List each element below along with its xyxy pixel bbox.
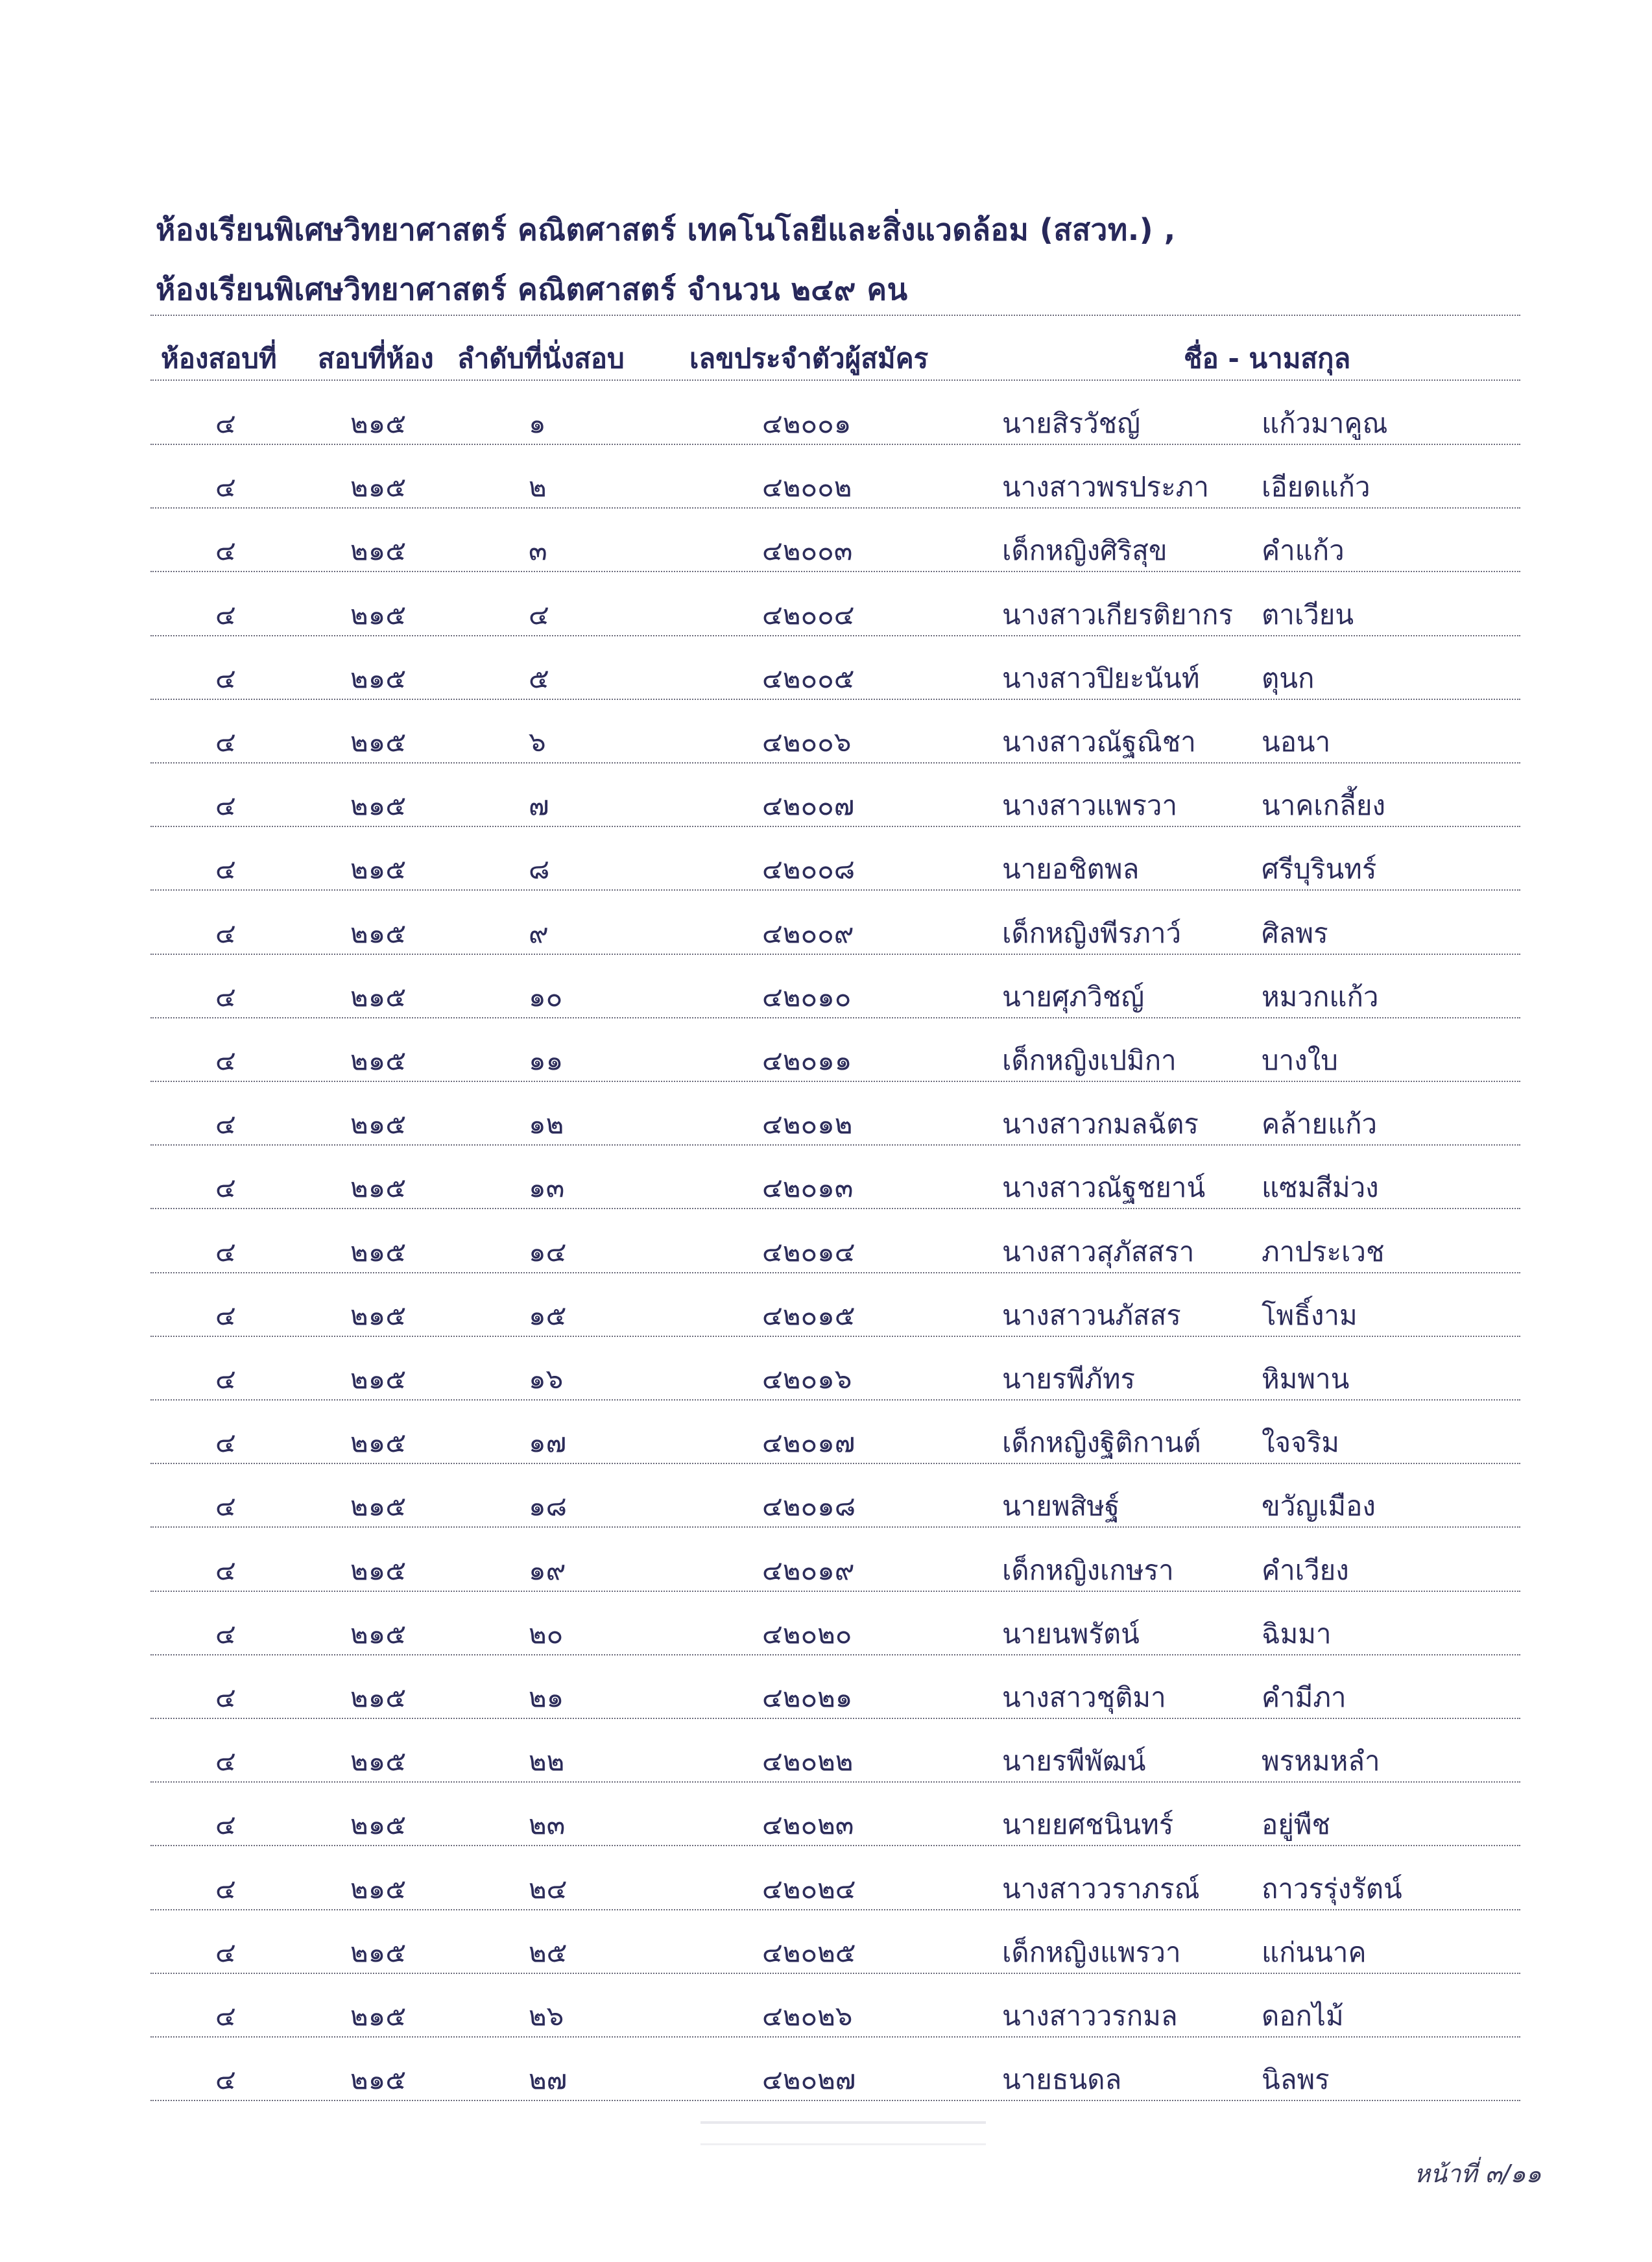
cell-first-name: นายพสิษฐ์ [1002,1490,1120,1522]
table-row [0,835,1652,898]
cell-room: ๔ [215,535,236,567]
cell-room: ๔ [215,1044,236,1076]
cell-room: ๔ [215,1235,236,1268]
table-row [0,1855,1652,1918]
cell-room: ๔ [215,980,236,1013]
cell-last-name: ศรีบุรินทร์ [1262,853,1377,885]
row-divider [150,1272,1520,1273]
cell-exam-room: ๒๑๕ [350,1235,407,1268]
cell-room: ๔ [215,1617,236,1650]
row-divider [150,1718,1520,1719]
table-row [0,899,1652,963]
cell-applicant-id: ๔๒๐๑๒ [762,1108,853,1140]
cell-exam-room: ๒๑๕ [350,1044,407,1076]
row-divider [150,1208,1520,1209]
row-divider [150,1909,1520,1910]
cell-first-name: นางสาวชุติมา [1002,1681,1166,1713]
cell-room: ๔ [215,1554,236,1586]
cell-room: ๔ [215,598,236,631]
cell-applicant-id: ๔๒๐๒๗ [762,2063,856,2096]
table-row [0,453,1652,516]
cell-last-name: ใจจริม [1262,1426,1339,1459]
row-divider [150,1463,1520,1464]
header-exam-room: สอบที่ห้อง [318,343,434,374]
cell-first-name: นางสาววรกมล [1002,2000,1178,2032]
cell-exam-room: ๒๑๕ [350,1299,407,1331]
cell-room: ๔ [215,1809,236,1841]
cell-last-name: พรหมหลำ [1262,1745,1380,1777]
cell-room: ๔ [215,1490,236,1522]
cell-first-name: นายอชิตพล [1002,853,1140,885]
cell-seat: ๑๖ [529,1363,564,1395]
page-title-line-1: ห้องเรียนพิเศษวิทยาศาสตร์ คณิตศาสตร์ เทคโนโลยีและสิ่งแวดล้อม (สสวท.) , [156,212,1176,247]
cell-first-name: นางสาวณัฐณิชา [1002,726,1196,758]
faint-bleed-through-mark [700,2121,986,2145]
cell-applicant-id: ๔๒๐๑๘ [762,1490,856,1522]
cell-applicant-id: ๔๒๐๐๘ [762,853,856,885]
cell-last-name: คำแก้ว [1262,535,1345,567]
cell-seat: ๒๗ [529,2063,568,2096]
cell-applicant-id: ๔๒๐๑๗ [762,1426,856,1459]
cell-applicant-id: ๔๒๐๐๗ [762,789,855,822]
cell-seat: ๒๔ [529,1872,568,1905]
table-row [0,581,1652,644]
cell-exam-room: ๒๑๕ [350,1872,407,1905]
table-row [0,2045,1652,2109]
cell-first-name: นางสาวเกียรติยากร [1002,598,1234,631]
row-divider [150,571,1520,572]
cell-seat: ๑๙ [529,1554,566,1586]
cell-first-name: เด็กหญิงเกษรา [1002,1554,1174,1586]
cell-seat: ๖ [529,726,546,758]
cell-applicant-id: ๔๒๐๑๓ [762,1172,854,1204]
cell-room: ๔ [215,2000,236,2032]
cell-exam-room: ๒๑๕ [350,1809,407,1841]
cell-exam-room: ๒๑๕ [350,535,407,567]
cell-last-name: แซมสีม่วง [1262,1172,1379,1204]
cell-room: ๔ [215,1363,236,1395]
table-row [0,1153,1652,1217]
cell-applicant-id: ๔๒๐๑๕ [762,1299,856,1331]
cell-applicant-id: ๔๒๐๒๖ [762,2000,853,2032]
cell-first-name: นายรพีพัฒน์ [1002,1745,1146,1777]
cell-last-name: โพธิ์งาม [1262,1299,1358,1331]
cell-seat: ๒๒ [529,1745,565,1777]
cell-first-name: นายธนดล [1002,2063,1122,2096]
table-row [0,963,1652,1026]
cell-room: ๔ [215,853,236,885]
cell-exam-room: ๒๑๕ [350,853,407,885]
cell-room: ๔ [215,917,236,949]
cell-seat: ๗ [529,789,549,822]
row-divider [150,1399,1520,1401]
header-name: ชื่อ - นามสกุล [1184,343,1351,374]
row-divider [150,635,1520,636]
cell-applicant-id: ๔๒๐๐๓ [762,535,853,567]
row-divider [150,1654,1520,1655]
cell-room: ๔ [215,726,236,758]
cell-room: ๔ [215,471,236,503]
cell-first-name: เด็กหญิงศิริสุข [1002,535,1167,567]
table-row [0,516,1652,580]
cell-exam-room: ๒๑๕ [350,471,407,503]
cell-seat: ๑๑ [529,1044,564,1076]
row-divider [150,1973,1520,1974]
table-row [0,1408,1652,1472]
cell-exam-room: ๒๑๕ [350,1745,407,1777]
cell-exam-room: ๒๑๕ [350,1681,407,1713]
cell-seat: ๙ [529,917,549,949]
cell-last-name: ตุนก [1262,662,1315,694]
cell-last-name: ฉิมมา [1262,1617,1332,1650]
page-title-line-2: ห้องเรียนพิเศษวิทยาศาสตร์ คณิตศาสตร์ จำนวน ๒๔๙ คน [156,272,908,307]
cell-seat: ๑๘ [529,1490,568,1522]
header-bottom-divider [150,379,1520,381]
cell-first-name: นางสาวณัฐชยาน์ [1002,1172,1206,1204]
cell-exam-room: ๒๑๕ [350,662,407,694]
cell-seat: ๘ [529,853,550,885]
cell-room: ๔ [215,662,236,694]
cell-exam-room: ๒๑๕ [350,1554,407,1586]
cell-room: ๔ [215,2063,236,2096]
cell-seat: ๑๐ [529,980,563,1013]
cell-first-name: นางสาววราภรณ์ [1002,1872,1200,1905]
cell-exam-room: ๒๑๕ [350,726,407,758]
cell-room: ๔ [215,1872,236,1905]
cell-seat: ๒ [529,471,547,503]
cell-last-name: คำมีภา [1262,1681,1347,1713]
cell-seat: ๓ [529,535,547,567]
cell-last-name: ดอกไม้ [1262,2000,1344,2032]
table-row [0,1472,1652,1535]
cell-last-name: คล้ายแก้ว [1262,1108,1378,1140]
cell-exam-room: ๒๑๕ [350,598,407,631]
cell-first-name: นางสาวนภัสสร [1002,1299,1181,1331]
cell-seat: ๑๕ [529,1299,567,1331]
cell-exam-room: ๒๑๕ [350,1426,407,1459]
cell-first-name: นายรพีภัทร [1002,1363,1136,1395]
cell-last-name: ศิลพร [1262,917,1328,949]
table-row [0,1026,1652,1090]
cell-applicant-id: ๔๒๐๒๑ [762,1681,853,1713]
table-row [0,1663,1652,1727]
row-divider [150,1017,1520,1018]
table-row [0,1281,1652,1345]
cell-first-name: นางสาวพรประภา [1002,471,1209,503]
table-row [0,1345,1652,1408]
cell-exam-room: ๒๑๕ [350,1490,407,1522]
cell-exam-room: ๒๑๕ [350,2000,407,2032]
row-divider [150,1526,1520,1528]
table-row [0,1982,1652,2045]
row-divider [150,2036,1520,2038]
cell-first-name: นางสาวกมลฉัตร [1002,1108,1199,1140]
cell-applicant-id: ๔๒๐๐๖ [762,726,852,758]
cell-exam-room: ๒๑๕ [350,1172,407,1204]
cell-last-name: บางใบ [1262,1044,1338,1076]
table-row [0,1790,1652,1854]
cell-room: ๔ [215,1681,236,1713]
cell-exam-room: ๒๑๕ [350,407,407,439]
table-row [0,1218,1652,1281]
page-number: หน้าที่ ๓/๑๑ [1414,2160,1542,2188]
cell-last-name: นอนา [1262,726,1331,758]
cell-room: ๔ [215,1745,236,1777]
row-divider [150,1081,1520,1082]
cell-last-name: ขวัญเมือง [1262,1490,1376,1522]
cell-seat: ๒๕ [529,1936,568,1968]
row-divider [150,1591,1520,1592]
cell-last-name: แก้วมาคูณ [1262,407,1388,439]
cell-seat: ๒๖ [529,2000,564,2032]
cell-applicant-id: ๔๒๐๐๒ [762,471,852,503]
cell-applicant-id: ๔๒๐๑๐ [762,980,852,1013]
cell-room: ๔ [215,407,236,439]
cell-first-name: เด็กหญิงพีรภาว์ [1002,917,1182,949]
cell-seat: ๒๑ [529,1681,564,1713]
cell-applicant-id: ๔๒๐๑๖ [762,1363,852,1395]
cell-room: ๔ [215,1936,236,1968]
cell-last-name: หมวกแก้ว [1262,980,1379,1013]
cell-seat: ๒๐ [529,1617,564,1650]
row-divider [150,889,1520,891]
cell-applicant-id: ๔๒๐๑๙ [762,1554,855,1586]
header-top-divider [150,315,1520,316]
cell-room: ๔ [215,789,236,822]
row-divider [150,826,1520,827]
cell-applicant-id: ๔๒๐๒๓ [762,1809,854,1841]
row-divider [150,444,1520,445]
header-seat: ลำดับที่นั่งสอบ [457,343,625,374]
cell-applicant-id: ๔๒๐๐๙ [762,917,854,949]
cell-first-name: เด็กหญิงเปมิกา [1002,1044,1177,1076]
table-row [0,1918,1652,1982]
cell-exam-room: ๒๑๕ [350,1363,407,1395]
cell-applicant-id: ๔๒๐๐๕ [762,662,855,694]
cell-seat: ๕ [529,662,549,694]
table-row [0,644,1652,708]
cell-applicant-id: ๔๒๐๑๔ [762,1235,856,1268]
cell-first-name: นางสาวปิยะนันท์ [1002,662,1200,694]
row-divider [150,1336,1520,1337]
cell-room: ๔ [215,1108,236,1140]
cell-seat: ๑๔ [529,1235,567,1268]
cell-first-name: นายยศชนินทร์ [1002,1809,1174,1841]
cell-last-name: เอียดแก้ว [1262,471,1371,503]
cell-applicant-id: ๔๒๐๒๒ [762,1745,854,1777]
cell-exam-room: ๒๑๕ [350,1108,407,1140]
cell-applicant-id: ๔๒๐๐๔ [762,598,855,631]
table-row [0,1600,1652,1663]
row-divider [150,762,1520,764]
cell-exam-room: ๒๑๕ [350,789,407,822]
cell-last-name: นาคเกลี้ยง [1262,789,1386,822]
cell-seat: ๑๓ [529,1172,565,1204]
cell-first-name: นายศุภวิชญ์ [1002,980,1145,1013]
header-applicant-id: เลขประจำตัวผู้สมัคร [689,343,929,374]
cell-exam-room: ๒๑๕ [350,917,407,949]
row-divider [150,1781,1520,1783]
cell-seat: ๑๒ [529,1108,564,1140]
row-divider [150,699,1520,700]
cell-first-name: นายนพรัตน์ [1002,1617,1140,1650]
cell-first-name: นางสาวสุภัสสรา [1002,1235,1195,1268]
row-divider [150,954,1520,955]
cell-last-name: ถาวรรุ่งรัตน์ [1262,1872,1402,1905]
cell-seat: ๑๗ [529,1426,567,1459]
table-row [0,389,1652,453]
cell-first-name: เด็กหญิงฐิติกานต์ [1002,1426,1201,1459]
cell-last-name: คำเวียง [1262,1554,1349,1586]
cell-exam-room: ๒๑๕ [350,1617,407,1650]
cell-room: ๔ [215,1299,236,1331]
cell-first-name: เด็กหญิงแพรวา [1002,1936,1181,1968]
cell-last-name: อยู่พืช [1262,1809,1331,1841]
cell-applicant-id: ๔๒๐๑๑ [762,1044,852,1076]
table-row [0,708,1652,771]
cell-last-name: หิมพาน [1262,1363,1350,1395]
cell-seat: ๔ [529,598,549,631]
cell-exam-room: ๒๑๕ [350,1936,407,1968]
cell-seat: ๒๓ [529,1809,566,1841]
cell-first-name: นายสิรวัชญ์ [1002,407,1140,439]
row-divider [150,1845,1520,1846]
table-row [0,1090,1652,1153]
cell-exam-room: ๒๑๕ [350,2063,407,2096]
cell-first-name: นางสาวแพรวา [1002,789,1178,822]
cell-exam-room: ๒๑๕ [350,980,407,1013]
cell-applicant-id: ๔๒๐๐๑ [762,407,852,439]
cell-last-name: ตาเวียน [1262,598,1354,631]
cell-last-name: นิลพร [1262,2063,1330,2096]
table-row [0,1536,1652,1600]
cell-applicant-id: ๔๒๐๒๔ [762,1872,856,1905]
table-row [0,1727,1652,1790]
cell-room: ๔ [215,1426,236,1459]
row-divider [150,2100,1520,2101]
cell-seat: ๑ [529,407,546,439]
cell-last-name: แก่นนาค [1262,1936,1367,1968]
cell-applicant-id: ๔๒๐๒๐ [762,1617,852,1650]
cell-applicant-id: ๔๒๐๒๕ [762,1936,856,1968]
cell-room: ๔ [215,1172,236,1204]
row-divider [150,507,1520,509]
header-room: ห้องสอบที่ [161,343,277,374]
row-divider [150,1144,1520,1146]
cell-last-name: ภาประเวช [1262,1235,1385,1268]
table-row [0,771,1652,835]
